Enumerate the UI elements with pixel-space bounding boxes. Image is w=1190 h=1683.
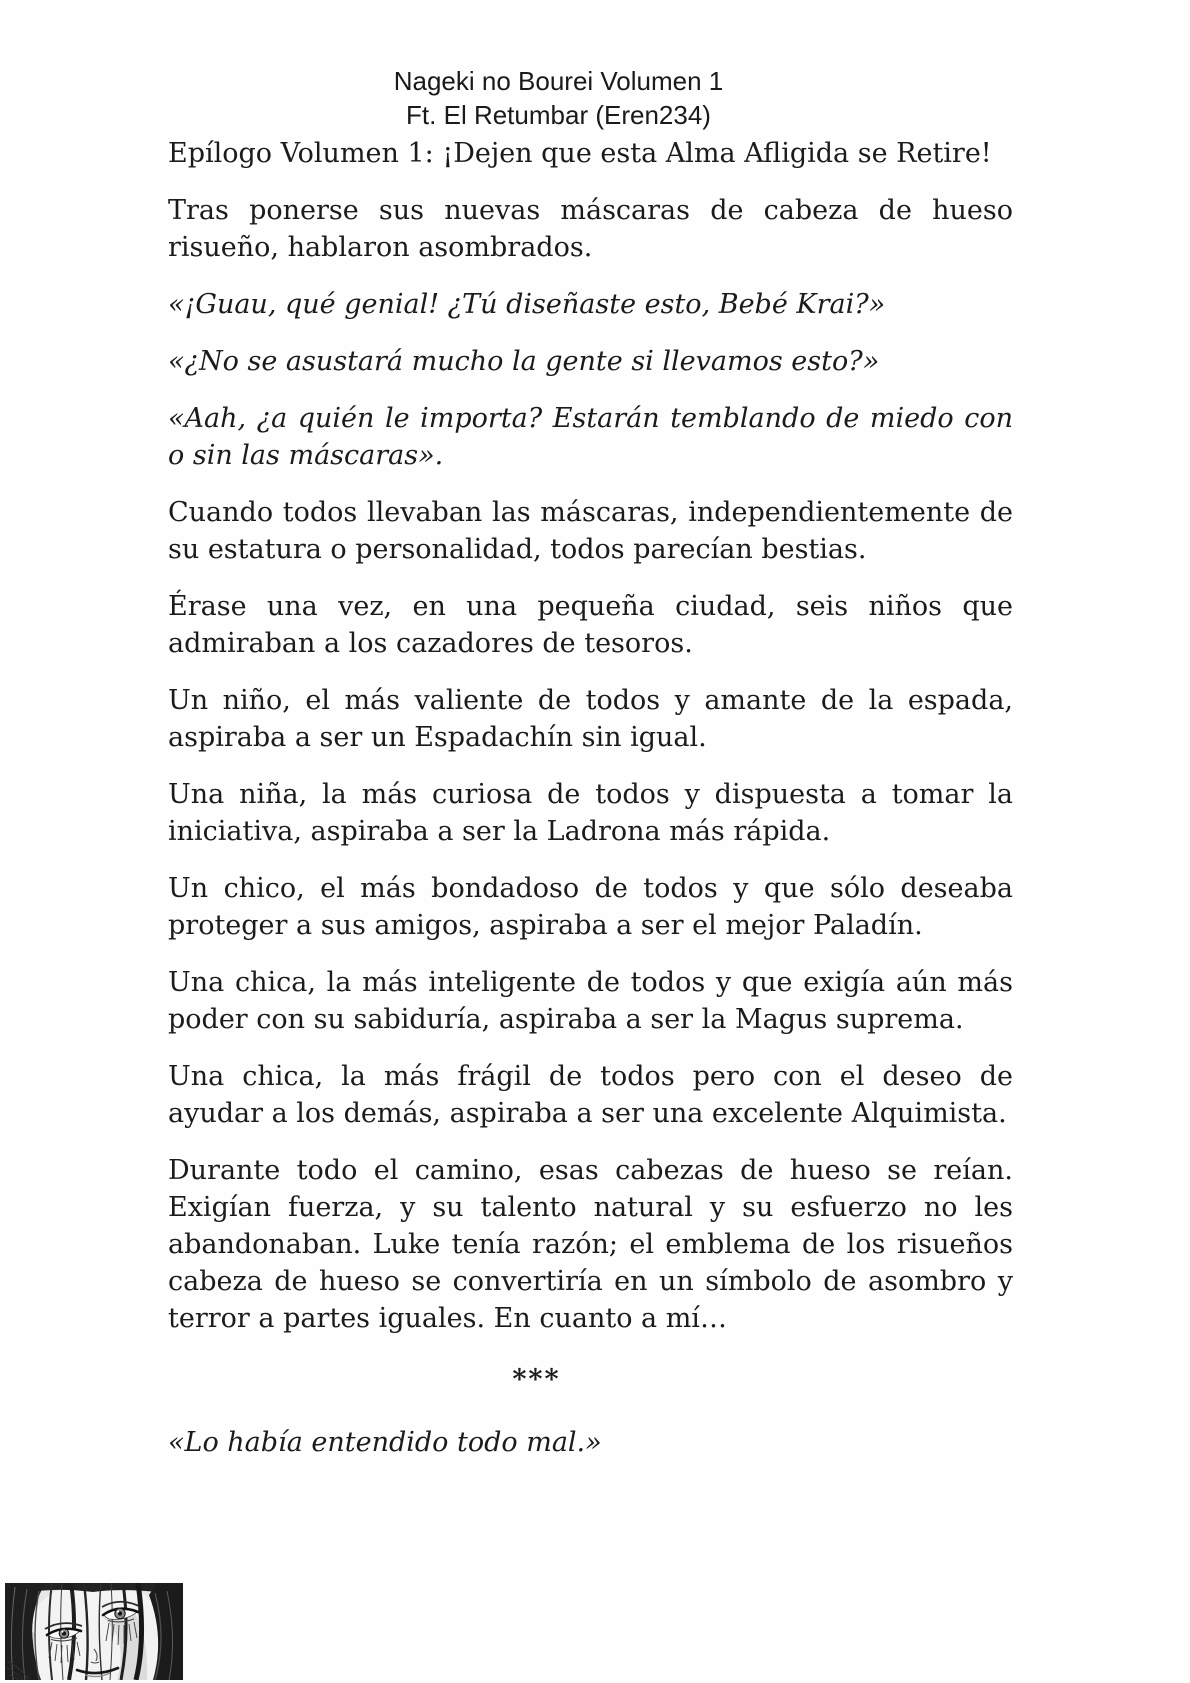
doc-title: Nageki no Bourei Volumen 1: [393, 66, 724, 96]
paragraph: Un chico, el más bondadoso de todos y que sólo deseaba proteger a sus amigos, aspiraba a ser el mejor Paladín.: [168, 873, 1013, 941]
paragraph: Un niño, el más valiente de todos y amante de la espada, aspiraba a ser un Espadachín sin igual.: [168, 685, 1013, 753]
paragraph: Durante todo el camino, esas cabezas de hueso se reían. Exigían fuerza, y su talento natural y su esfuerzo no les abandonaban. Luke tenía razón; el emblema de los risueños cabeza de hueso se convertiría en un símbolo de asombro y terror a partes iguales. En cuanto a mí…: [168, 1155, 1013, 1334]
dialogue-quote: «¿No se asustará mucho la gente si llevamos esto?»: [168, 346, 880, 377]
paragraph: Cuando todos llevaban las máscaras, independientemente de su estatura o personalidad, todos parecían bestias.: [168, 497, 1013, 565]
closing-quote: «Lo había entendido todo mal.»: [168, 1427, 602, 1458]
paragraph: Una chica, la más frágil de todos pero con el deseo de ayudar a los demás, aspiraba a ser una excelente Alquimista.: [168, 1061, 1013, 1129]
paragraph: Érase una vez, en una pequeña ciudad, seis niños que admiraban a los cazadores de tesoros.: [168, 591, 1013, 659]
manga-face-image: [5, 1583, 183, 1680]
dialogue-quote: «Aah, ¿a quién le importa? Estarán temblando de miedo con o sin las máscaras».: [168, 403, 1013, 471]
doc-subtitle: Ft. El Retumbar (Eren234): [406, 100, 711, 130]
doc-header: [136, 64, 981, 132]
paragraph: Una niña, la más curiosa de todos y dispuesta a tomar la iniciativa, aspiraba a ser la Ladrona más rápida.: [168, 779, 1013, 847]
chapter-heading: Epílogo Volumen 1: ¡Dejen que esta Alma Afligida se Retire!: [168, 138, 992, 169]
section-separator: ***: [512, 1364, 561, 1395]
text-block: [168, 64, 1013, 1481]
paragraph: Una chica, la más inteligente de todos y que exigía aún más poder con su sabiduría, aspiraba a ser la Magus suprema.: [168, 967, 1013, 1035]
dialogue-quote: «¡Guau, qué genial! ¿Tú diseñaste esto, Bebé Krai?»: [168, 289, 886, 320]
paragraph: Tras ponerse sus nuevas máscaras de cabeza de hueso risueño, hablaron asombrados.: [168, 195, 1013, 263]
